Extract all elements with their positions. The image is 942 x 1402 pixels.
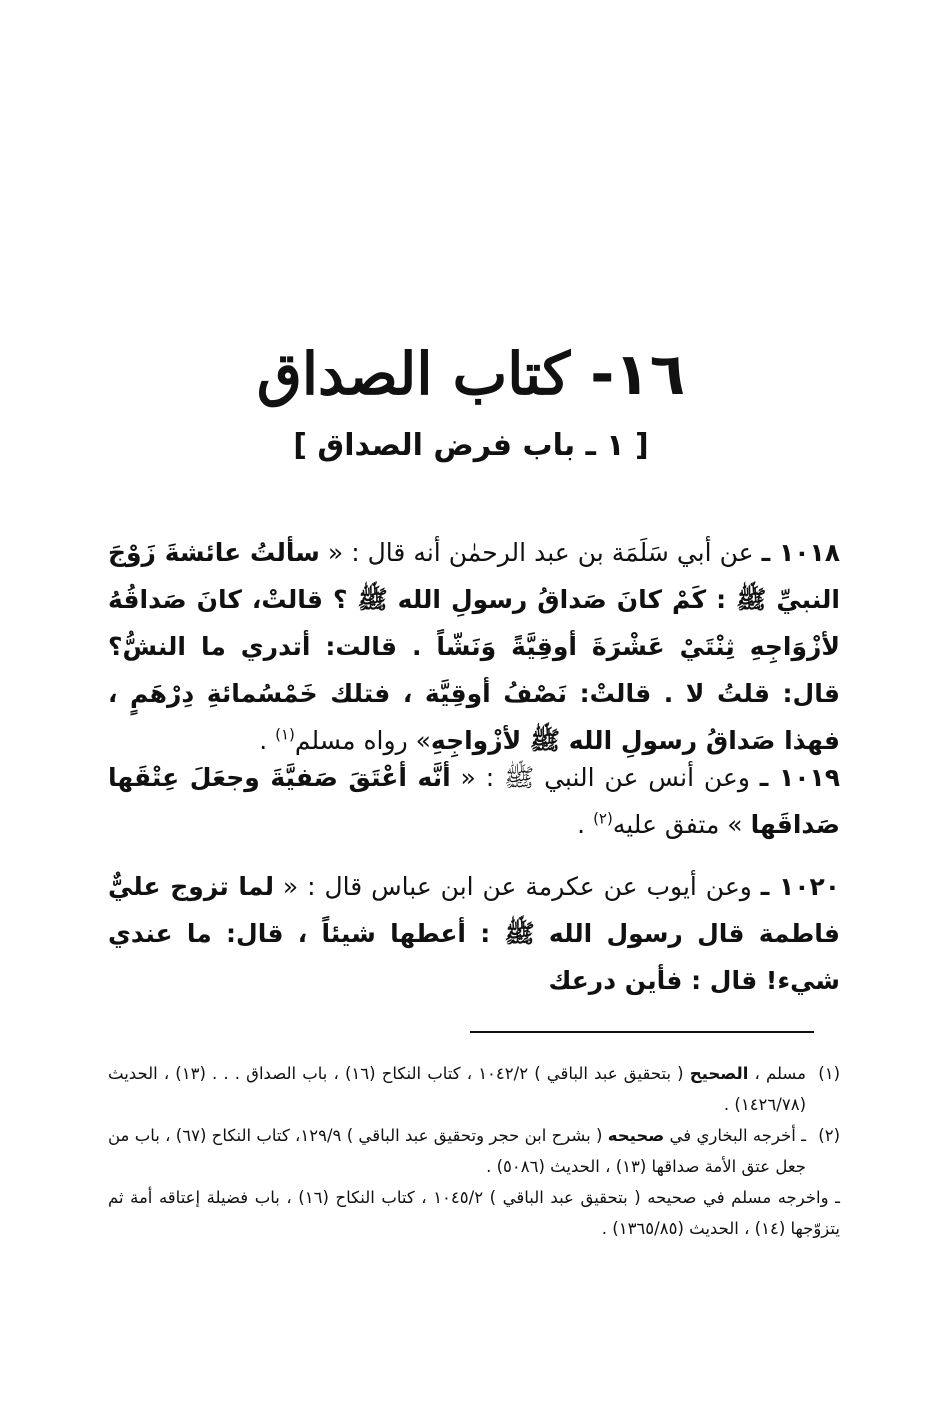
hadith-number: ١٠١٩ ـ [759,763,840,792]
footnote-source-title: صحيحه [607,1126,665,1145]
hadith-text: سألتُ عائشةَ زَوْجَ النبيِّ ﷺ : كَمْ كانَ صَداقُ رسولِ الله ﷺ ؟ قالتْ، كانَ صَداقُهُ لأزْوَاجِهِ ثِنْتَيْ عَشْرَةَ أوقِيَّةً وَنَشّاً . قالت: أتدري ما النشُّ؟ قال: قلتُ لا . قالتْ: نَصْفُ أوقِيَّة ، فتلك خَمْسُمائةِ دِرْهَمٍ ، فهذا صَداقُ رسولِ الله ﷺ لأزْواجِهِ [108,538,840,755]
footnote-2-continued [108,1182,840,1244]
hadith-intro: وعن أيوب عن عكرمة عن ابن عباس قال : « [282,872,752,901]
hadith-intro: وعن أنس عن النبي ﷺ : « [460,763,750,792]
footnote-ref: (١) [275,725,295,744]
footnote-text-pre: مسلم ، [748,1064,806,1083]
hadith-number: ١٠٢٠ ـ [760,872,841,901]
footnote-source-title: الصحيح [689,1064,749,1083]
footnote-divider [470,1031,814,1033]
footnote-number: (٢) [818,1126,840,1145]
footnote-text-post: ( بشرح ابن حجر وتحقيق عبد الباقي ) ١٢٩/٩، كتاب النكاح (٦٧) ، باب من جعل عتق الأمة صداقها (١٣) ، الحديث (٥٠٨٦) . [108,1126,806,1176]
hadith-text: لما تزوج عليٌّ فاطمة قال رسول الله ﷺ : أعطها شيئاً ، قال: ما عندي شيء! قال : فأين درعك [108,872,840,995]
footnote-2 [108,1120,840,1182]
footnotes [108,1058,840,1244]
hadith-intro: عن أبي سَلَمَة بن عبد الرحمٰن أنه قال : « [327,538,754,567]
chapter-name: كتاب الصداق [256,340,571,408]
footnote-text-pre: ـ أخرجه البخاري في [664,1126,806,1145]
footnote-number: (١) [818,1064,840,1083]
footnote-text [108,1120,806,1182]
chapter-number: ١٦- [590,340,686,408]
footnote-text-post: ( بتحقيق عبد الباقي ) ١٠٤٢/٢ ، كتاب النكاح (١٦) ، باب الصداق . . . (١٣) ، الحديث (١٤٢٦/٧٨) . [108,1064,806,1114]
footnote-text [108,1058,806,1120]
footnote-ref: (٢) [593,809,613,828]
hadith-1019: ١٠١٩ ـ وعن أنس عن النبي ﷺ : « أنَّه أعْتَقَ صَفيَّةَ وجعَلَ عِتْقَها صَداقَها » متفق عليه$^{(٢)}$ . [108,763,840,839]
footnote-text [108,1182,840,1244]
hadith-1018: ١٠١٨ ـ عن أبي سَلَمَة بن عبد الرحمٰن أنه قال : « سألتُ عائشةَ زَوْجَ النبيِّ ﷺ : كَمْ كانَ صَداقُ رسولِ الله ﷺ ؟ قالتْ، كانَ صَداقُهُ لأزْوَاجِهِ ثِنْتَيْ عَشْرَةَ أوقِيَّةً وَنَشّاً . قالت: أتدري ما النشُّ؟ قال: قلتُ لا . قالتْ: نَصْفُ أوقِيَّة ، فتلك خَمْسُمائةِ دِرْهَمٍ ، فهذا صَداقُ رسولِ الله ﷺ لأزْواجِهِ» رواه مسلم$^{(١)}$ . [108,538,841,755]
footnote-text-pre: ـ واخرجه مسلم في صحيحه ( بتحقيق عبد الباقي ) ١٠٤٥/٢ ، كتاب النكاح (١٦) ، باب فضيلة إعتاقه أمة ثم يتزوّجها (١٤) ، الحديث (١٣٦٥/٨٥) . [108,1188,840,1238]
hadith-1020 [108,863,840,1004]
hadith-text: أنَّه أعْتَقَ صَفيَّةَ وجعَلَ عِتْقَها صَداقَها [108,763,840,839]
hadith-source: » متفق عليه [612,810,743,839]
hadith-number: ١٠١٨ ـ [761,538,841,567]
chapter-title [110,340,832,410]
footnote-1 [108,1058,840,1120]
bab-heading: [ ١ ـ باب فرض الصداق ] [293,428,649,463]
hadith-source: » رواه مسلم [294,726,431,755]
